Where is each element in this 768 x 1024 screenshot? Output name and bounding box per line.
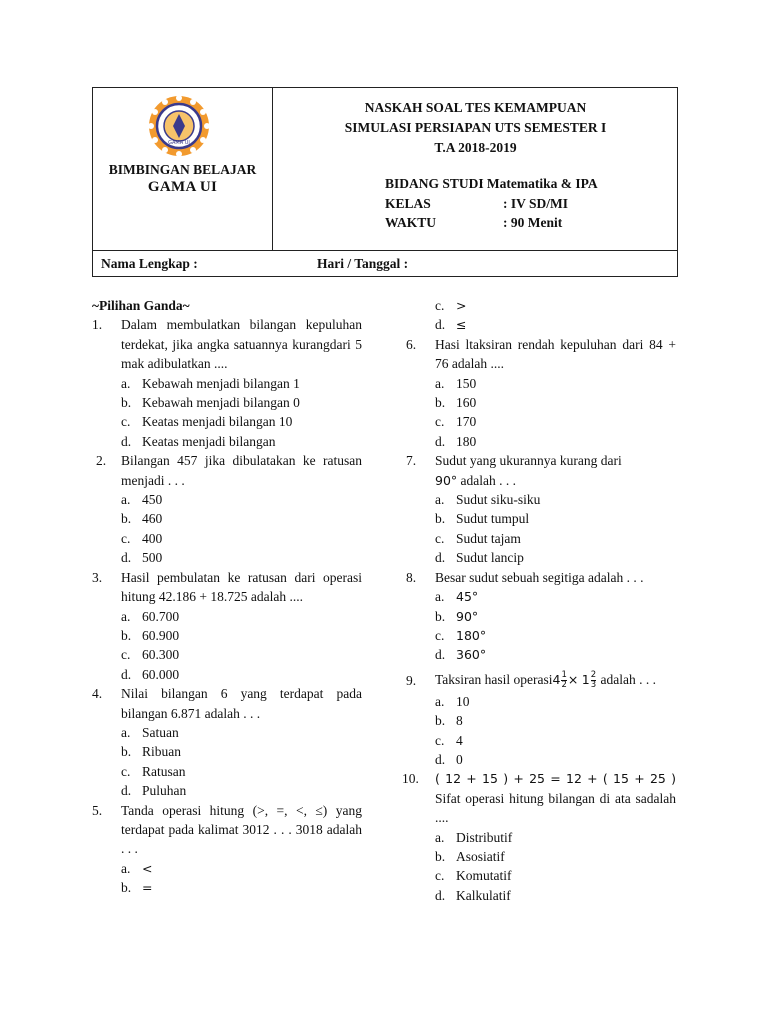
option-letter: d. [435,550,446,566]
option [406,490,676,509]
option-letter: a. [121,724,131,740]
option-text: 90° [456,608,479,624]
option-text: 360° [456,647,487,663]
option-letter: b. [435,608,446,624]
option [406,548,676,567]
info-time [385,215,562,231]
option-text: 45° [456,589,479,605]
option-letter: b. [435,713,446,729]
option [406,529,676,548]
question-number: 5. [92,802,103,818]
question-4 [92,684,362,723]
org-name-line1: BIMBINGAN BELAJAR [108,162,257,177]
time-value: : 90 Menit [503,215,563,230]
question-6 [406,335,676,374]
option-text: Satuan [142,724,179,740]
date-field-label: Hari / Tanggal : [317,256,409,271]
option-letter: d. [435,317,446,333]
option-letter: b. [121,744,132,760]
option-text: 4 [456,732,463,748]
left-column [92,296,362,898]
option-letter: b. [435,395,446,411]
option [406,847,676,866]
option-letter: b. [435,848,446,864]
option-text: Komutatif [456,868,512,884]
question-number: 9. [406,672,417,688]
time-label: WAKTU [385,215,437,230]
option [92,393,362,412]
option-letter: d. [121,433,132,449]
question-3 [92,568,362,607]
option-text: Distributif [456,829,513,845]
option-letter: d. [435,647,446,663]
option-text: Asosiatif [456,848,505,864]
option [406,315,676,334]
question-text-part: adalah . . . [597,671,656,687]
question-7 [406,451,676,490]
org-name-line2: GAMA UI [147,179,218,195]
option-text: Sudut tumpul [456,511,530,527]
option-letter: b. [121,627,132,643]
option [92,859,362,878]
option-text: Sudut siku-siku [456,492,541,508]
option [92,529,362,548]
doc-title-line2: SIMULASI PERSIAPAN UTS SEMESTER I [344,120,607,135]
option [406,296,676,315]
option [406,412,676,431]
option [92,626,362,645]
option [92,878,362,897]
option-text: 170 [456,414,477,430]
option-letter: a. [435,829,445,845]
question-text-part: Sudut yang ukurannya kurang dari [435,453,622,469]
option [92,762,362,781]
option [406,432,676,451]
option [92,412,362,431]
option-text: Sudut tajam [456,530,521,546]
question-number: 10. [402,771,419,787]
class-value: : IV SD/MI [503,196,569,211]
question-text: Hasi ltaksiran rendah kepuluhan dari 84 + 76 adalah .... [435,336,676,372]
option [406,750,676,769]
doc-title-line3: T.A 2018-2019 [434,140,517,155]
class-label: KELAS [385,196,431,211]
option-text: ≤ [456,317,467,333]
option-letter: c. [435,530,445,546]
angle-value: 90° [435,472,458,488]
option-letter: a. [121,608,131,624]
option [406,626,676,645]
question-number: 7. [406,453,417,469]
option [406,645,676,664]
option-text: 8 [456,713,463,729]
option [92,548,362,567]
option [92,723,362,742]
mixed-number-whole: 1 [581,671,590,687]
option-letter: c. [121,530,131,546]
info-class [385,196,568,212]
option [406,692,676,711]
option-text: 60.700 [142,608,180,624]
subject-label: BIDANG STUDI [385,176,484,191]
option-letter: a. [435,693,445,709]
fraction-denominator: 2 [561,680,567,691]
option-letter: a. [121,860,131,876]
option-text: 0 [456,751,463,767]
option [92,509,362,528]
option-letter: a. [121,375,131,391]
option-text: < [142,860,153,876]
option-letter: b. [121,511,132,527]
question-text: Bilangan 457 jika dibulatakan ke ratusan menjadi . . . [121,453,362,488]
option-text: = [142,880,153,896]
question-text: Hasil pembulatan ke ratusan dari operasi hitung 42.186 + 18.725 adalah .... [121,569,362,605]
option [92,432,362,451]
option-letter: c. [435,627,445,643]
option [406,886,676,905]
question-text-part: Sifat operasi hitung bilangan di ata sadalah .... [435,790,676,826]
option [406,828,676,847]
option-text: 400 [142,530,163,546]
option-letter: b. [121,395,132,411]
option-text: Kalkulatif [456,887,511,903]
option-letter: b. [121,880,132,896]
gama-ui-logo [147,94,211,158]
question-number: 4. [92,686,103,702]
fraction [561,671,566,690]
option-text: 450 [142,492,163,508]
option-text: 60.900 [142,627,180,643]
option-text: 160 [456,395,477,411]
question-number: 1. [92,317,103,333]
option-text: 150 [456,375,477,391]
info-subject [385,176,598,192]
option [92,781,362,800]
question-8 [406,568,676,587]
question-1 [92,315,362,373]
question-9 [406,668,676,692]
option-letter: c. [435,868,445,884]
question-text: Nilai bilangan 6 yang terdapat pada bilangan 6.871 adalah . . . [121,686,362,721]
option-text: 500 [142,550,163,566]
option-letter: a. [435,375,445,391]
option-text: 460 [142,511,163,527]
option [406,509,676,528]
option [92,374,362,393]
option-letter: c. [121,763,131,779]
question-text-part: adalah . . . [457,472,517,488]
option-letter: a. [121,492,131,508]
option-text: Kebawah menjadi bilangan 0 [142,395,300,411]
option-letter: d. [435,887,446,903]
logo-text: GAMA UI [168,140,190,146]
question-2 [92,451,362,490]
question-number: 3. [92,569,103,585]
option-letter: c. [121,647,131,663]
option [406,731,676,750]
name-field-label: Nama Lengkap : [101,256,198,271]
option-text: 180° [456,627,487,643]
fraction [591,671,596,690]
header-box [92,87,678,277]
fraction-numerator: 1 [561,670,567,681]
option-letter: d. [121,550,132,566]
option [92,607,362,626]
section-title: ~Pilihan Ganda~ [92,298,190,313]
option-letter: d. [435,751,446,767]
question-text: Dalam membulatkan bilangan kepuluhan terdekat, jika angka satuannya kurangdari 5 mak adibulatkan .... [121,317,362,372]
option-text: 10 [456,693,470,709]
option [92,665,362,684]
question-number: 6. [406,336,417,352]
option [406,711,676,730]
option-letter: c. [121,414,131,430]
multiply-sign: × [567,671,579,687]
option-letter: a. [435,492,445,508]
fraction-numerator: 2 [590,670,597,681]
option-letter: d. [121,666,132,682]
option-letter: c. [435,298,445,313]
option-letter: d. [435,433,446,449]
option-text: > [456,298,467,313]
right-column [402,296,676,905]
question-text: Tanda operasi hitung (>, =, <, ≤) yang terdapat pada kalimat 3012 . . . 3018 adalah . . . [121,802,362,857]
option [406,607,676,626]
fraction-denominator: 3 [590,680,597,691]
option-text: 60.000 [142,666,180,682]
question-number: 8. [406,569,417,585]
option-letter: c. [435,414,445,430]
option-letter: a. [435,589,445,605]
question-text-part: Taksiran hasil operasi [435,671,553,687]
mixed-number-whole: 4 [552,671,561,687]
equation: ( 12 + 15 ) + 25 = 12 + ( 15 + 25 ) [435,771,676,787]
subject-value: : Matematika & IPA [479,176,598,191]
question-text [435,668,676,692]
option-text: Sudut lancip [456,550,524,566]
option-text: Kebawah menjadi bilangan 1 [142,375,300,391]
doc-title-line1: NASKAH SOAL TES KEMAMPUAN [364,100,587,115]
question-text [435,769,676,827]
option-letter: d. [121,783,132,799]
question-number: 2. [96,453,107,469]
question-10 [402,769,676,827]
option [92,742,362,761]
option-text: Keatas menjadi bilangan 10 [142,414,293,430]
question-text [435,451,676,490]
option-text: Keatas menjadi bilangan [142,433,276,449]
option-text: Ribuan [142,744,181,760]
option [406,374,676,393]
option-letter: b. [435,511,446,527]
option-text: 60.300 [142,647,180,663]
option [406,866,676,885]
option [92,645,362,664]
option-text: 180 [456,433,477,449]
option [406,393,676,412]
question-5 [92,801,362,859]
option [92,490,362,509]
question-text: Besar sudut sebuah segitiga adalah . . . [435,569,644,585]
option-letter: c. [435,732,445,748]
header-divider-horizontal [93,250,677,251]
option-text: Ratusan [142,763,186,779]
option-text: Puluhan [142,783,187,799]
option [406,587,676,606]
